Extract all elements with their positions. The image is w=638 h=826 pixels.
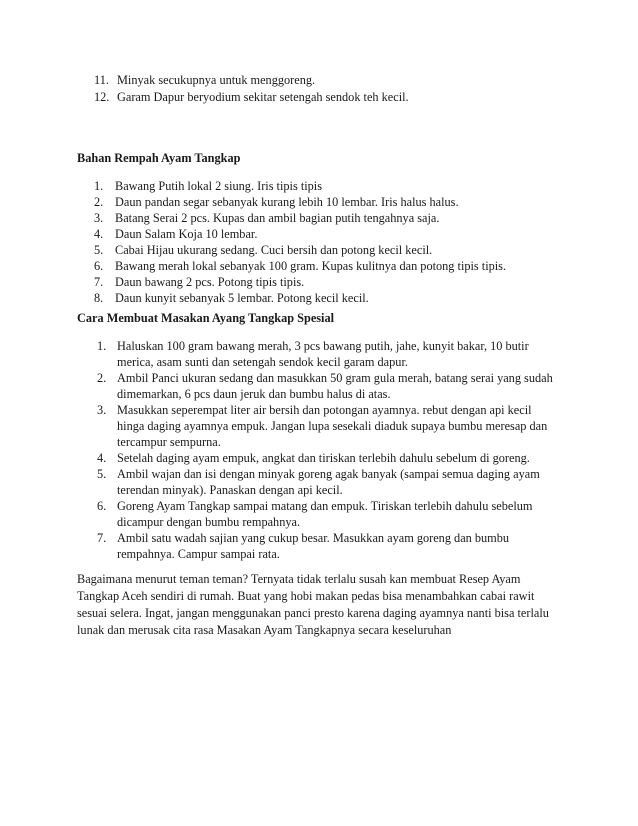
- list-number: 12.: [94, 90, 110, 104]
- paragraph-line: Bagaimana menurut teman teman? Ternyata tidak terlalu susah kan membuat Resep Ayam: [77, 572, 521, 586]
- list-item-text: Daun bawang 2 pcs. Potong tipis tipis.: [115, 275, 305, 289]
- list-number: 3.: [94, 211, 104, 225]
- list-number: 8.: [94, 291, 104, 305]
- list-item-text: Bawang merah lokal sebanyak 100 gram. Kupas kulitnya dan potong tipis tipis.: [115, 259, 507, 273]
- list-item-text: Ambil satu wadah sajian yang cukup besar. Masukkan ayam goreng dan bumbu: [117, 531, 510, 545]
- section-heading-bahan-rempah: Bahan Rempah Ayam Tangkap: [77, 151, 241, 165]
- paragraph-line: lunak dan merusak cita rasa Masakan Ayam Tangkapnya secara keseluruhan: [77, 623, 452, 637]
- list-item-text: hinga daging ayamnya empuk. Jangan lupa sesekali diaduk supaya bumbu meresap dan: [117, 419, 548, 433]
- list-item-text: Ambil wajan dan isi dengan minyak goreng agak banyak (sampai semua daging ayam: [117, 467, 540, 481]
- list-item-text: Minyak secukupnya untuk menggoreng.: [117, 73, 316, 87]
- list-item-text: dimemarkan, 6 pcs daun jeruk dan bumbu halus di atas.: [117, 387, 391, 401]
- list-item-text: Garam Dapur beryodium sekitar setengah sendok teh kecil.: [117, 90, 409, 104]
- list-number: 1.: [97, 339, 107, 353]
- section-heading-cara-membuat: Cara Membuat Masakan Ayang Tangkap Spesial: [77, 311, 335, 325]
- list-item-text: Daun kunyit sebanyak 5 lembar. Potong kecil kecil.: [115, 291, 369, 305]
- list-number: 7.: [94, 275, 104, 289]
- paragraph-line: sesuai selera. Ingat, jangan menggunakan panci presto karena daging ayamnya nanti bisa terlalu: [77, 606, 549, 620]
- list-item-text: Cabai Hijau ukurang sedang. Cuci bersih dan potong kecil kecil.: [115, 243, 433, 257]
- list-item-text: Daun pandan segar sebanyak kurang lebih 10 lembar. Iris halus halus.: [115, 195, 459, 209]
- list-number: 4.: [97, 451, 107, 465]
- list-item-text: tercampur sempurna.: [117, 435, 221, 449]
- list-number: 11.: [94, 73, 109, 87]
- list-item-text: Haluskan 100 gram bawang merah, 3 pcs bawang putih, jahe, kunyit bakar, 10 butir: [117, 339, 529, 353]
- list-item-text: Ambil Panci ukuran sedang dan masukkan 50 gram gula merah, batang serai yang sudah: [117, 371, 553, 385]
- list-number: 5.: [94, 243, 104, 257]
- list-number: 2.: [97, 371, 107, 385]
- list-item-text: merica, asam sunti dan setengah sendok kecil garam dapur.: [117, 355, 408, 369]
- list-item-text: terendan minyak). Panaskan dengan api kecil.: [117, 483, 343, 497]
- list-item-text: Goreng Ayam Tangkap sampai matang dan empuk. Tiriskan terlebih dahulu sebelum: [117, 499, 533, 513]
- list-number: 2.: [94, 195, 104, 209]
- list-number: 7.: [97, 531, 107, 545]
- list-item-text: rempahnya. Campur sampai rata.: [117, 547, 280, 561]
- list-number: 5.: [97, 467, 107, 481]
- list-item-text: Masukkan seperempat liter air bersih dan potongan ayamnya. rebut dengan api kecil: [117, 403, 532, 417]
- list-number: 3.: [97, 403, 107, 417]
- list-item-text: Bawang Putih lokal 2 siung. Iris tipis tipis: [115, 179, 322, 193]
- list-item-text: Batang Serai 2 pcs. Kupas dan ambil bagian putih tengahnya saja.: [115, 211, 440, 225]
- list-item-text: dicampur dengan bumbu rempahnya.: [117, 515, 301, 529]
- list-number: 4.: [94, 227, 104, 241]
- paragraph-line: Tangkap Aceh sendiri di rumah. Buat yang hobi makan pedas bisa menambahkan cabai rawit: [77, 589, 535, 603]
- list-number: 6.: [97, 499, 107, 513]
- list-number: 1.: [94, 179, 104, 193]
- list-item-text: Setelah daging ayam empuk, angkat dan tiriskan terlebih dahulu sebelum di goreng.: [117, 451, 530, 465]
- list-item-text: Daun Salam Koja 10 lembar.: [115, 227, 258, 241]
- list-number: 6.: [94, 259, 104, 273]
